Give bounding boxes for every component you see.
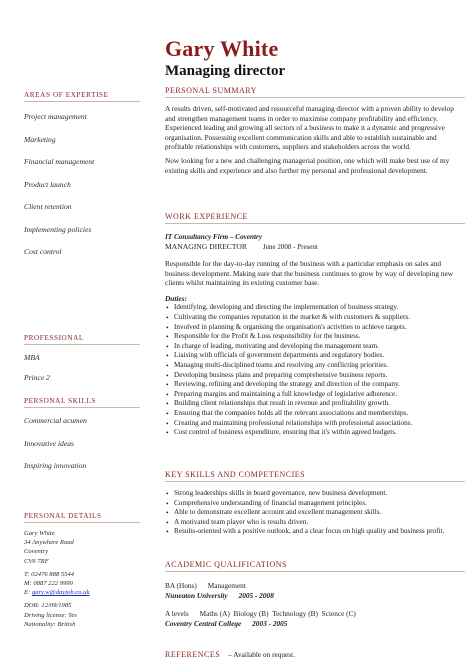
- main-content: [165, 0, 465, 671]
- duty-item: [165, 409, 465, 419]
- key-skill-item: [165, 489, 465, 499]
- bullet-icon: •: [166, 380, 169, 390]
- bullet-icon: •: [166, 527, 169, 537]
- sidebar: [0, 0, 140, 671]
- bullet-icon: •: [166, 370, 169, 380]
- references-section: [165, 644, 465, 662]
- role-description: Responsible for the day-to-day running of the business with a particular emphasis on sales and business development. Making sure that the business continues to grow by way of developing new clients whilst maintaining its existing customer base.: [165, 259, 453, 288]
- company-name: IT Consultancy Firm – Coventry: [165, 233, 263, 241]
- address-line: CV6 7RF: [24, 557, 49, 565]
- nationality: Nationality: British: [24, 620, 76, 628]
- bullet-icon: •: [166, 508, 169, 518]
- key-skill-item-text: Able to demonstrate excellent account and excellent management skills.: [174, 508, 382, 517]
- skills-section: [24, 397, 140, 471]
- duty-item-text: Building client relationships that result in revenue and profitability growth.: [174, 399, 390, 408]
- duty-item: [165, 313, 465, 323]
- key-skill-item: [165, 527, 465, 537]
- key-skill-item: [165, 499, 465, 509]
- duty-item: [165, 371, 465, 381]
- duty-item: [165, 303, 465, 313]
- duty-item-text: Involved in planning & organising the organisation's activities to achieve targets.: [174, 322, 407, 331]
- role-row: [165, 242, 465, 252]
- duty-item: [165, 342, 465, 352]
- duty-item: [165, 332, 465, 342]
- references-text: – Available on request.: [228, 650, 295, 659]
- bullet-icon: •: [166, 341, 169, 351]
- role-dates: June 2008 - Present: [262, 243, 318, 251]
- duty-item: [165, 351, 465, 361]
- duty-item: [165, 399, 465, 409]
- experience-heading: WORK EXPERIENCE: [165, 212, 465, 224]
- duty-item-text: Developing business plans and preparing comprehensive business reports.: [174, 370, 388, 379]
- duty-item: [165, 361, 465, 371]
- date-of-birth: DOB: 12/09/1985: [24, 602, 72, 610]
- ba-line: BA (Hons) Management: [165, 581, 246, 590]
- expertise-heading: AREAS OF EXPERTISE: [24, 91, 140, 102]
- details-section: [24, 512, 140, 629]
- alevels-line: A levels Maths (A) Biology (B) Technology (B) Science (C): [165, 609, 356, 618]
- bullet-icon: •: [166, 428, 169, 438]
- bullet-icon: •: [166, 517, 169, 527]
- duty-item: [165, 428, 465, 438]
- alevels-school: Coventry Central College 2003 - 2005: [165, 619, 288, 628]
- telephone: T: 02476 888 5544: [24, 570, 75, 578]
- professional-heading: PROFESSIONAL: [24, 334, 140, 345]
- summary-paragraph: A results driven, self-motivated and resourceful managing director with a proven ability to develop and strengthen management teams in order to maximise company profitability and efficiency. Experienced leading and growing all sectors of a business to make it a dynamic and progressive organisation. Possessing excellent communication skills and able to establish sustainable and profitable relationships with customers, suppliers and stakeholders across the world.: [165, 104, 454, 152]
- ba-school: Nuneaton University 2005 - 2008: [165, 591, 274, 600]
- references-heading: REFERENCES: [165, 650, 221, 659]
- expertise-item: Product launch: [24, 179, 71, 189]
- duty-item: [165, 419, 465, 429]
- expertise-item: Project management: [24, 112, 87, 121]
- key-skill-item-text: Strong leaderships skills in board governance, new business development.: [174, 489, 388, 497]
- job-title: Managing director: [165, 63, 286, 79]
- expertise-item: Financial management: [24, 157, 95, 166]
- duty-item-text: Reviewing, refining and developing the strategy and direction of the company.: [174, 380, 400, 389]
- duty-item-text: Identifying, developing and directing the implementation of business strategy.: [174, 303, 399, 312]
- experience-section: [165, 212, 465, 438]
- expertise-item: Cost control: [24, 247, 62, 256]
- bullet-icon: •: [166, 351, 169, 361]
- bullet-icon: •: [166, 399, 169, 409]
- email-row: [24, 588, 140, 597]
- duty-item-text: Ensuring that the companies holds all the relevant associations and memberships.: [174, 408, 409, 417]
- key-skills-list: [165, 489, 465, 537]
- expertise-item: Implementing policies: [24, 224, 92, 234]
- duty-item: [165, 380, 465, 390]
- qualifications-heading: ACADEMIC QUALIFICATIONS: [165, 560, 465, 572]
- summary-section: [165, 86, 465, 175]
- bullet-icon: •: [166, 332, 169, 342]
- driving-licence: Driving license: Yes: [24, 611, 77, 619]
- bullet-icon: •: [166, 312, 169, 322]
- key-skill-item: [165, 518, 465, 528]
- key-skills-heading: KEY SKILLS AND COMPETENCIES: [165, 470, 465, 482]
- key-skill-item-text: Comprehensive understanding of financial management principles.: [174, 498, 367, 507]
- bullet-icon: •: [166, 389, 169, 399]
- key-skills-section: [165, 470, 465, 537]
- expertise-item: Client retention: [24, 202, 72, 211]
- qualifications-section: [165, 560, 465, 629]
- bullet-icon: •: [166, 408, 169, 418]
- candidate-name: Gary White: [165, 36, 279, 61]
- address-line: 34 Anywhere Road: [24, 539, 74, 547]
- key-skill-item: [165, 508, 465, 518]
- bullet-icon: •: [166, 322, 169, 332]
- duty-item: [165, 323, 465, 333]
- bullet-icon: •: [166, 360, 169, 370]
- address-line: Gary White: [24, 530, 55, 537]
- summary-heading: PERSONAL SUMMARY: [165, 86, 465, 98]
- skills-item: Innovative ideas: [24, 438, 74, 448]
- duty-item-text: In charge of leading, motivating and developing the management team.: [174, 341, 379, 350]
- professional-item: MBA: [24, 353, 40, 362]
- professional-item: Prince 2: [24, 373, 50, 382]
- bullet-icon: •: [166, 303, 169, 313]
- skills-item: Commercial acumen: [24, 416, 87, 425]
- duty-item-text: Cost control of business expenditure, ensuring that it's within agreed budgets.: [174, 428, 397, 437]
- duty-item-text: Responsible for the Profit & Loss responsibility for the business.: [174, 332, 361, 341]
- professional-section: [24, 334, 140, 383]
- duty-item-text: Managing multi-disciplined teams and resolving any conflicting priorities.: [174, 360, 388, 369]
- email-link[interactable]: gary.w@dayjob.co.uk: [31, 589, 90, 597]
- expertise-item: Marketing: [24, 134, 56, 144]
- bullet-icon: •: [166, 498, 169, 508]
- duty-item-text: Cultivating the companies reputation in the market & with customers & suppliers.: [174, 312, 410, 321]
- bullet-icon: •: [166, 418, 169, 428]
- duty-item-text: Liaising with officials of government departments and regulatory bodies.: [174, 351, 385, 360]
- duties-label: Duties:: [165, 293, 187, 303]
- summary-paragraph: Now looking for a new and challenging managerial position, one which will make best use of my existing skills and experience and also further my personal and professional development.: [165, 155, 450, 175]
- email-prefix: E:: [24, 589, 32, 597]
- bullet-icon: •: [166, 489, 169, 498]
- duties-list: [165, 303, 465, 437]
- skills-item: Inspiring innovation: [24, 461, 87, 470]
- skills-heading: PERSONAL SKILLS: [24, 397, 140, 408]
- details-heading: PERSONAL DETAILS: [24, 512, 140, 523]
- duty-item-text: Preparing margins and maintaining a full knowledge of legislative adherence.: [174, 389, 398, 398]
- duty-item: [165, 390, 465, 400]
- duty-item-text: Creating and maintaining professional relationships with professional associations.: [174, 418, 413, 427]
- mobile: M: 0887 222 9999: [24, 580, 73, 588]
- key-skill-item-text: A motivated team player who is results driven.: [174, 517, 309, 526]
- key-skill-item-text: Results-oriented with a positive outlook, and a clear focus on high quality and business profit.: [174, 527, 445, 536]
- expertise-section: [24, 91, 140, 257]
- address-line: Coventry: [24, 548, 49, 556]
- role-title: MANAGING DIRECTOR: [165, 242, 247, 251]
